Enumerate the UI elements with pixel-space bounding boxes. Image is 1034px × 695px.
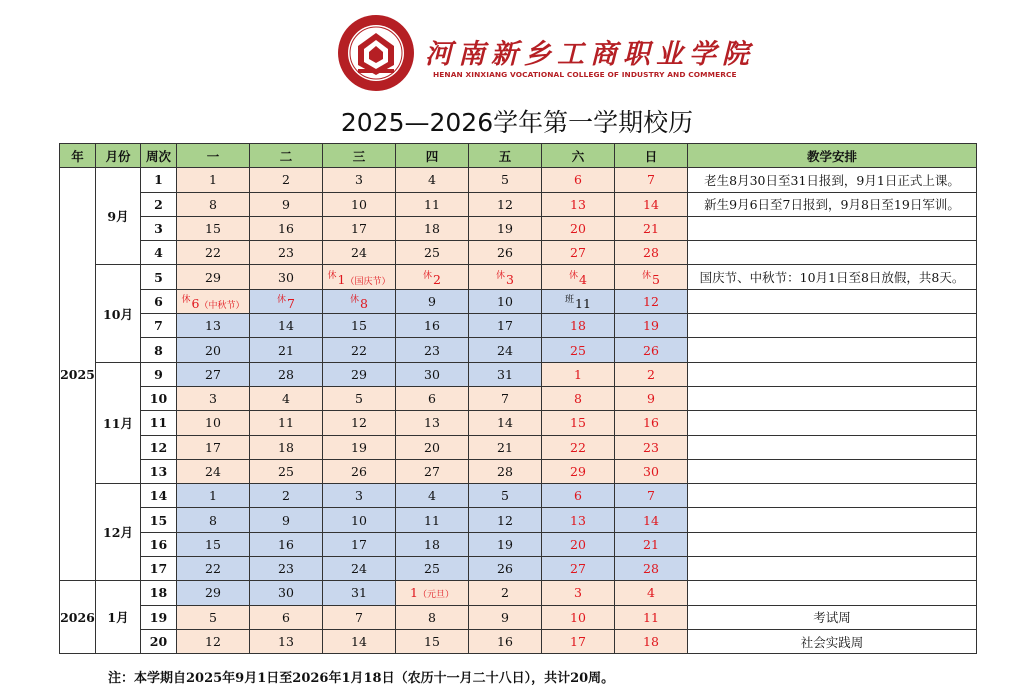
table-row [60,216,977,240]
day-cell: 16 [396,314,469,338]
year-cell-2026: 2026 [60,581,96,654]
day-cell: 27 [542,557,615,581]
rest-marker: 休 [496,270,506,281]
day-cell: 15 [542,411,615,435]
table-row [60,629,977,653]
footnote: 注：本学期自2025年9月1日至2026年1月18日（农历十一月二十八日），共计20周。 [108,671,615,686]
day-cell: 15 [177,216,250,240]
day-cell: 11 [250,411,323,435]
page-header [0,0,1034,96]
day-cell: 27 [177,362,250,386]
day-cell: 19 [469,216,542,240]
day-cell: 10 [323,192,396,216]
day-cell: 3 [177,386,250,410]
week-number: 13 [141,459,177,483]
col-header-year: 年 [60,144,96,168]
day-cell: 8 [542,386,615,410]
table-row [60,192,977,216]
week-number: 11 [141,411,177,435]
day-cell: 13 [177,314,250,338]
day-cell: 30 [250,265,323,289]
day-cell: 24 [323,241,396,265]
day-cell: 26 [469,241,542,265]
table-row [60,386,977,410]
day-cell: 8 [396,605,469,629]
day-cell: 23 [250,557,323,581]
col-header-month: 月份 [96,144,141,168]
table-row [60,581,977,605]
month-cell-nov: 11月 [96,362,141,483]
day-cell: 2 [250,168,323,192]
day-cell: 12 [469,192,542,216]
day-cell: 26 [323,459,396,483]
day-cell: 9 [469,605,542,629]
table-row [60,605,977,629]
table-row [60,289,977,313]
day-cell: 5 [469,168,542,192]
day-cell: 20 [542,216,615,240]
arrangement-note: 国庆节、中秋节：10月1日至8日放假，共8天。 [688,265,977,289]
week-number: 19 [141,605,177,629]
table-row [60,241,977,265]
holiday-label: （国庆节） [345,276,391,287]
day-cell: 2 [615,362,688,386]
day-number: 6 [191,295,200,311]
month-cell-jan: 1月 [96,581,141,654]
day-cell: 23 [250,241,323,265]
day-cell: 19 [469,532,542,556]
arrangement-note [688,557,977,581]
day-cell: 15 [396,629,469,653]
header-row [60,144,977,168]
day-cell: 14 [615,192,688,216]
day-cell: 23 [396,338,469,362]
col-header-tue: 二 [250,144,323,168]
arrangement-note [688,532,977,556]
day-cell: 14 [250,314,323,338]
day-cell: 9 [396,289,469,313]
day-cell: 12 [469,508,542,532]
day-number: 4 [579,271,587,287]
day-cell: 10 [323,508,396,532]
week-number: 17 [141,557,177,581]
school-name-english: HENAN XINXIANG VOCATIONAL COLLEGE OF INDUSTRY AND COMMERCE [433,70,737,79]
day-cell: 25 [250,459,323,483]
arrangement-note [688,459,977,483]
arrangement-note: 社会实践周 [688,629,977,653]
day-cell: 17 [469,314,542,338]
day-cell: 9 [250,192,323,216]
day-cell-holiday [250,289,323,313]
day-cell: 17 [177,435,250,459]
rest-marker: 休 [277,294,287,305]
day-cell: 21 [615,532,688,556]
arrangement-note [688,581,977,605]
day-cell: 5 [469,484,542,508]
week-number: 5 [141,265,177,289]
week-number: 1 [141,168,177,192]
day-cell: 13 [542,508,615,532]
day-cell: 24 [469,338,542,362]
day-cell: 31 [323,581,396,605]
day-cell: 1 [542,362,615,386]
day-cell: 6 [542,484,615,508]
day-number: 5 [652,271,660,287]
week-number: 18 [141,581,177,605]
table-row [60,411,977,435]
day-cell: 17 [542,629,615,653]
holiday-label: （元旦） [417,590,454,601]
day-cell: 5 [323,386,396,410]
arrangement-note [688,241,977,265]
arrangement-note [688,289,977,313]
day-cell-workday [542,289,615,313]
day-cell: 11 [615,605,688,629]
week-number: 3 [141,216,177,240]
arrangement-note: 考试周 [688,605,977,629]
day-cell: 17 [323,216,396,240]
day-cell: 16 [250,216,323,240]
day-cell-holiday [323,289,396,313]
day-cell: 12 [177,629,250,653]
arrangement-note [688,216,977,240]
day-cell: 13 [396,411,469,435]
table-row [60,435,977,459]
day-cell-holiday [177,289,250,313]
day-cell: 15 [323,314,396,338]
arrangement-note [688,411,977,435]
day-cell: 24 [177,459,250,483]
day-cell: 4 [615,581,688,605]
day-cell: 3 [542,581,615,605]
day-cell: 16 [469,629,542,653]
day-cell: 29 [542,459,615,483]
rest-marker: 休 [569,270,579,281]
arrangement-note [688,314,977,338]
day-cell: 30 [396,362,469,386]
school-name: 河南新乡工商职业学院 [425,39,755,70]
table-row [60,168,977,192]
day-cell: 12 [323,411,396,435]
day-cell: 4 [396,168,469,192]
day-cell: 26 [615,338,688,362]
day-cell: 3 [323,484,396,508]
day-cell: 18 [542,314,615,338]
col-header-thu: 四 [396,144,469,168]
day-cell: 1 [177,168,250,192]
table-row [60,557,977,581]
day-cell: 31 [469,362,542,386]
week-number: 8 [141,338,177,362]
week-number: 16 [141,532,177,556]
day-cell: 7 [469,386,542,410]
day-cell: 26 [469,557,542,581]
day-cell: 11 [396,192,469,216]
week-number: 2 [141,192,177,216]
day-cell: 10 [469,289,542,313]
day-cell: 8 [177,192,250,216]
week-number: 15 [141,508,177,532]
day-cell: 18 [396,216,469,240]
day-cell: 19 [323,435,396,459]
day-cell: 4 [250,386,323,410]
day-cell: 11 [396,508,469,532]
day-cell-holiday [396,265,469,289]
table-row [60,362,977,386]
day-cell: 21 [615,216,688,240]
day-cell: 24 [323,557,396,581]
day-cell-holiday [542,265,615,289]
day-cell: 25 [396,241,469,265]
day-cell: 22 [177,557,250,581]
day-cell: 10 [542,605,615,629]
month-cell-oct: 10月 [96,265,141,362]
day-cell: 4 [396,484,469,508]
day-cell: 12 [615,289,688,313]
day-cell: 18 [615,629,688,653]
rest-marker: 休 [350,294,360,305]
col-header-wed: 三 [323,144,396,168]
day-cell: 21 [469,435,542,459]
day-cell: 13 [250,629,323,653]
col-header-mon: 一 [177,144,250,168]
col-header-sun: 日 [615,144,688,168]
table-row [60,459,977,483]
table-row [60,532,977,556]
day-cell: 20 [542,532,615,556]
day-cell: 2 [469,581,542,605]
day-cell: 30 [250,581,323,605]
day-cell: 13 [542,192,615,216]
school-seal-logo [336,13,416,93]
holiday-label: （中秋节） [199,300,245,311]
day-cell: 16 [615,411,688,435]
week-number: 12 [141,435,177,459]
day-number: 2 [433,271,441,287]
day-number: 7 [287,295,295,311]
day-cell: 22 [323,338,396,362]
arrangement-note [688,508,977,532]
day-cell: 3 [323,168,396,192]
work-marker: 班 [565,294,575,305]
week-number: 4 [141,241,177,265]
day-cell: 29 [177,265,250,289]
day-cell: 18 [396,532,469,556]
arrangement-note [688,484,977,508]
day-cell: 23 [615,435,688,459]
day-cell: 27 [542,241,615,265]
col-header-fri: 五 [469,144,542,168]
col-header-week: 周次 [141,144,177,168]
day-cell: 25 [396,557,469,581]
day-number: 8 [360,295,368,311]
day-cell: 27 [396,459,469,483]
day-cell: 25 [542,338,615,362]
day-cell: 7 [615,484,688,508]
day-cell: 28 [250,362,323,386]
day-cell: 22 [542,435,615,459]
arrangement-note [688,338,977,362]
day-cell: 22 [177,241,250,265]
col-header-arrangement: 教学安排 [688,144,977,168]
week-number: 20 [141,629,177,653]
day-cell: 10 [177,411,250,435]
calendar-table [59,143,977,654]
arrangement-note: 新生9月6日至7日报到，9月8日至19日军训。 [688,192,977,216]
day-cell: 7 [323,605,396,629]
rest-marker: 休 [181,294,191,305]
day-cell: 7 [615,168,688,192]
page-title: 2025—2026学年第一学期校历 [340,108,694,137]
day-cell: 18 [250,435,323,459]
day-cell: 28 [615,557,688,581]
arrangement-note [688,362,977,386]
table-row [60,338,977,362]
col-header-sat: 六 [542,144,615,168]
day-cell-holiday [469,265,542,289]
rest-marker: 休 [327,270,337,281]
day-cell-holiday [396,581,469,605]
week-number: 6 [141,289,177,313]
day-number: 1 [410,585,418,601]
table-row [60,265,977,289]
day-cell: 21 [250,338,323,362]
day-cell: 19 [615,314,688,338]
day-cell: 8 [177,508,250,532]
day-cell: 28 [615,241,688,265]
week-number: 14 [141,484,177,508]
day-cell: 9 [615,386,688,410]
day-cell: 15 [177,532,250,556]
day-cell: 30 [615,459,688,483]
day-cell-holiday [615,265,688,289]
month-cell-sep: 9月 [96,168,141,265]
day-cell: 1 [177,484,250,508]
day-cell: 6 [396,386,469,410]
day-cell: 14 [615,508,688,532]
year-cell-2025: 2025 [60,168,96,581]
day-cell: 6 [250,605,323,629]
day-cell: 20 [177,338,250,362]
day-cell-holiday [323,265,396,289]
day-cell: 14 [323,629,396,653]
day-cell: 29 [177,581,250,605]
rest-marker: 休 [423,270,433,281]
day-cell: 20 [396,435,469,459]
rest-marker: 休 [642,270,652,281]
day-number: 11 [575,295,591,311]
day-cell: 28 [469,459,542,483]
day-cell: 9 [250,508,323,532]
day-cell: 29 [323,362,396,386]
week-number: 9 [141,362,177,386]
day-cell: 16 [250,532,323,556]
day-cell: 5 [177,605,250,629]
month-cell-dec: 12月 [96,484,141,581]
day-cell: 14 [469,411,542,435]
day-cell: 6 [542,168,615,192]
arrangement-note [688,386,977,410]
week-number: 10 [141,386,177,410]
table-row [60,508,977,532]
arrangement-note [688,435,977,459]
day-number: 3 [506,271,514,287]
day-cell: 17 [323,532,396,556]
arrangement-note: 老生8月30日至31日报到，9月1日正式上课。 [688,168,977,192]
day-cell: 2 [250,484,323,508]
day-number: 1 [337,271,346,287]
table-row [60,314,977,338]
table-row [60,484,977,508]
week-number: 7 [141,314,177,338]
